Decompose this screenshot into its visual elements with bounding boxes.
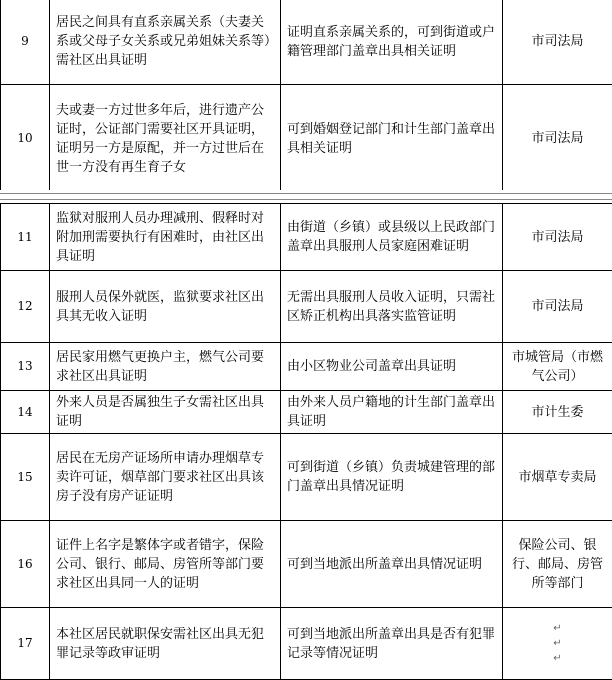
row-number: 10	[1, 85, 50, 193]
responsible-department: 市司法局	[503, 85, 612, 193]
row-number: 15	[1, 434, 50, 521]
alternative-solution: 可到婚姻登记部门和计生部门盖章出具相关证明	[281, 85, 503, 193]
issue-description: 居民家用燃气更换户主，燃气公司要求社区出具证明	[50, 343, 281, 391]
responsible-department: 市司法局	[503, 0, 612, 85]
issue-description: 居民在无房产证场所申请办理烟草专卖许可证，烟草部门要求社区出具该房子没有房产证证明	[50, 434, 281, 521]
table-row	[1, 434, 612, 521]
alternative-solution: 证明直系亲属关系的，可到街道或户籍管理部门盖章出具相关证明	[281, 0, 503, 85]
alternative-solution: 可到当地派出所盖章出具情况证明	[281, 521, 503, 608]
gap-divider-bottom	[0, 199, 612, 200]
table-row	[1, 343, 612, 391]
responsible-department: 市计生委	[503, 391, 612, 434]
responsible-department	[503, 608, 612, 680]
paragraph-mark: ↵	[553, 653, 562, 664]
table-row	[1, 608, 612, 680]
row-number: 16	[1, 521, 50, 608]
alternative-solution: 可到街道（乡镇）负责城建管理的部门盖章出具情况证明	[281, 434, 503, 521]
issue-description: 居民之间具有直系亲属关系（夫妻关系或父母子女关系或兄弟姐妹关系等）需社区出具证明	[50, 0, 281, 85]
row-number: 9	[1, 0, 50, 85]
row-number: 17	[1, 608, 50, 680]
issue-description: 夫或妻一方过世多年后，进行遗产公证时，公证部门需要社区开具证明，证明另一方是原配，并一方过世后在世一方没有再生育子女	[50, 85, 281, 193]
responsible-department: 市司法局	[503, 271, 612, 343]
issue-description: 外来人员是否属独生子女需社区出具证明	[50, 391, 281, 434]
responsible-department: 市城管局（市燃气公司）	[503, 343, 612, 391]
alternative-solution: 由外来人员户籍地的计生部门盖章出具证明	[281, 391, 503, 434]
table-row	[1, 521, 612, 608]
table-row	[1, 271, 612, 343]
gap-divider-top	[0, 193, 612, 194]
row-number: 11	[1, 204, 50, 271]
responsible-department: 市司法局	[503, 204, 612, 271]
issue-description: 监狱对服刑人员办理减刑、假释时对附加刑需要执行有困难时，由社区出具证明	[50, 204, 281, 271]
paragraph-mark: ↵	[553, 623, 562, 634]
table-row	[1, 391, 612, 434]
responsible-department: 保险公司、银行、邮局、房管所等部门	[503, 521, 612, 608]
paragraph-mark: ↵	[553, 638, 562, 649]
alternative-solution: 由小区物业公司盖章出具证明	[281, 343, 503, 391]
alternative-solution: 由街道（乡镇）或县级以上民政部门盖章出具服刑人员家庭困难证明	[281, 204, 503, 271]
row-number: 13	[1, 343, 50, 391]
policy-table-bottom	[0, 203, 612, 680]
row-number: 12	[1, 271, 50, 343]
table-row	[1, 0, 612, 85]
issue-description: 本社区居民就职保安需社区出具无犯罪记录等政审证明	[50, 608, 281, 680]
alternative-solution: 可到当地派出所盖章出具是否有犯罪记录等情况证明	[281, 608, 503, 680]
responsible-department: 市烟草专卖局	[503, 434, 612, 521]
issue-description: 证件上名字是繁体字或者错字，保险公司、银行、邮局、房管所等部门要求社区出具同一人的证明	[50, 521, 281, 608]
table-row	[1, 85, 612, 193]
row-number: 14	[1, 391, 50, 434]
table-row	[1, 204, 612, 271]
page-gap	[0, 190, 612, 203]
alternative-solution: 无需出具服刑人员收入证明，只需社区矫正机构出具落实监管证明	[281, 271, 503, 343]
policy-table-top	[0, 0, 612, 193]
issue-description: 服刑人员保外就医，监狱要求社区出具其无收入证明	[50, 271, 281, 343]
